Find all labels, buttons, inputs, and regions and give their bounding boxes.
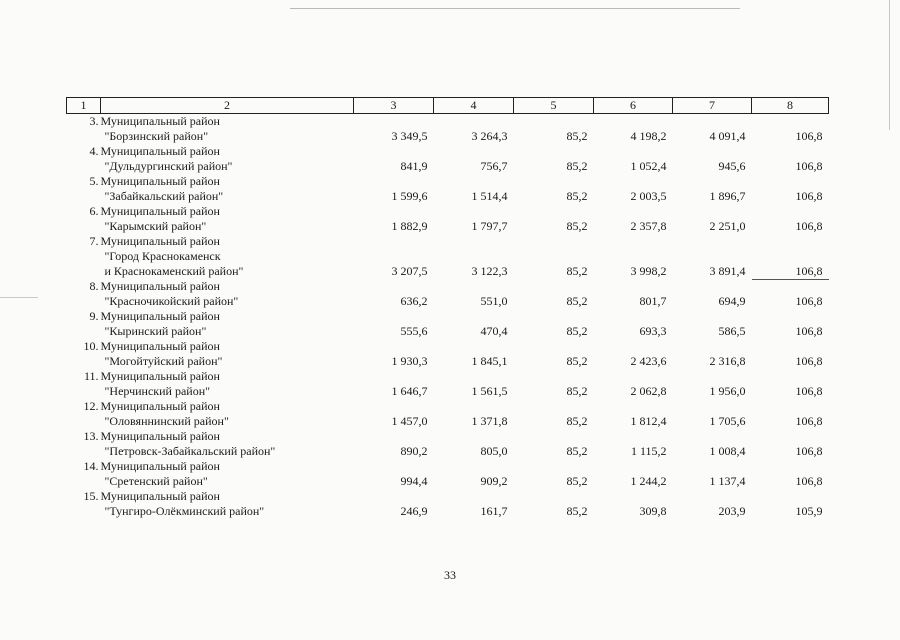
table-row <box>67 114 829 145</box>
value-cell-4: 3 264,3 <box>471 129 508 143</box>
district-name <box>101 234 354 279</box>
value-cell-3: 841,9 <box>400 159 428 173</box>
value-cell-3: 994,4 <box>400 474 428 488</box>
value-cell-6: 1 812,4 <box>630 414 667 428</box>
value-cell-8: 106,8 <box>795 444 823 458</box>
value-cell-8: 105,9 <box>795 504 823 518</box>
value-cell-6: 801,7 <box>639 294 667 308</box>
value-cell-3: 1 882,9 <box>391 219 428 233</box>
header-cell-3: 3 <box>354 98 434 114</box>
value-cell-6: 2 423,6 <box>630 354 667 368</box>
row-number: 3. <box>89 114 99 128</box>
value-cell-8: 106,8 <box>795 129 823 143</box>
district-name-line: Муниципальный район <box>100 339 220 353</box>
header-cell-1: 1 <box>67 98 101 114</box>
row-number: 14. <box>83 459 99 473</box>
value-cell-5: 85,2 <box>566 384 588 398</box>
value-cell-5: 85,2 <box>566 414 588 428</box>
value-cell-8: 106,8 <box>795 263 823 278</box>
row-number: 13. <box>83 429 99 443</box>
value-cell-6: 2 062,8 <box>630 384 667 398</box>
row-number: 10. <box>83 339 99 353</box>
district-name-line: "Город Краснокаменск <box>104 249 221 263</box>
scan-artifact-edge <box>889 0 890 130</box>
district-name-line: "Тунгиро-Олёкминский район" <box>104 504 265 518</box>
value-cell-4: 909,2 <box>480 474 508 488</box>
value-cell-6: 1 052,4 <box>630 159 667 173</box>
value-cell-8: 106,8 <box>795 384 823 398</box>
budget-table <box>66 97 829 519</box>
district-name <box>101 429 354 459</box>
value-cell-6: 2 357,8 <box>630 219 667 233</box>
district-name <box>101 279 354 309</box>
district-name <box>101 489 354 519</box>
district-name-line: Муниципальный район <box>100 204 220 218</box>
row-number: 7. <box>89 234 99 248</box>
value-cell-6: 2 003,5 <box>630 189 667 203</box>
value-cell-7: 1 896,7 <box>709 189 746 203</box>
district-name-line: Муниципальный район <box>100 489 220 503</box>
table-row <box>67 459 829 489</box>
district-name <box>101 174 354 204</box>
value-cell-3: 1 457,0 <box>391 414 428 428</box>
value-cell-7: 4 091,4 <box>709 129 746 143</box>
district-name <box>101 204 354 234</box>
scan-artifact-line <box>290 8 740 9</box>
row-number: 11. <box>83 369 99 383</box>
district-name-line: "Сретенский район" <box>104 474 208 488</box>
row-number: 5. <box>89 174 99 188</box>
district-name-line: Муниципальный район <box>100 234 220 248</box>
value-cell-7: 2 316,8 <box>709 354 746 368</box>
table-row <box>67 429 829 459</box>
header-cell-8: 8 <box>752 98 829 114</box>
district-name-line: Муниципальный район <box>100 279 220 293</box>
value-cell-5: 85,2 <box>566 159 588 173</box>
district-name <box>101 459 354 489</box>
district-name <box>101 114 354 145</box>
district-name-line: "Дульдургинский район" <box>104 159 233 173</box>
value-cell-6: 1 244,2 <box>630 474 667 488</box>
district-name <box>101 339 354 369</box>
row-number: 8. <box>89 279 99 293</box>
district-name-line: "Красночикойский район" <box>104 294 239 308</box>
value-cell-5: 85,2 <box>566 219 588 233</box>
value-cell-4: 3 122,3 <box>471 264 508 278</box>
value-cell-7: 1 956,0 <box>709 384 746 398</box>
value-cell-6: 309,8 <box>639 504 667 518</box>
value-cell-8: 106,8 <box>795 414 823 428</box>
value-cell-7: 1 705,6 <box>709 414 746 428</box>
value-cell-4: 1 371,8 <box>471 414 508 428</box>
district-name-line: Муниципальный район <box>100 429 220 443</box>
value-cell-6: 3 998,2 <box>630 264 667 278</box>
table-row <box>67 339 829 369</box>
value-cell-4: 1 561,5 <box>471 384 508 398</box>
value-cell-6: 693,3 <box>639 324 667 338</box>
row-number: 4. <box>89 144 99 158</box>
value-cell-3: 3 207,5 <box>391 264 428 278</box>
header-cell-5: 5 <box>514 98 594 114</box>
value-cell-6: 1 115,2 <box>630 444 667 458</box>
header-cell-6: 6 <box>594 98 673 114</box>
value-cell-7: 694,9 <box>718 294 746 308</box>
value-cell-4: 756,7 <box>480 159 508 173</box>
value-cell-5: 85,2 <box>566 354 588 368</box>
value-cell-7: 586,5 <box>718 324 746 338</box>
district-name <box>101 144 354 174</box>
value-cell-4: 1 514,4 <box>471 189 508 203</box>
value-cell-7: 945,6 <box>718 159 746 173</box>
value-cell-5: 85,2 <box>566 444 588 458</box>
value-cell-7: 1 137,4 <box>709 474 746 488</box>
value-cell-8: 106,8 <box>795 219 823 233</box>
row-number: 6. <box>89 204 99 218</box>
value-cell-3: 3 349,5 <box>391 129 428 143</box>
value-cell-4: 551,0 <box>480 294 508 308</box>
value-cell-5: 85,2 <box>566 294 588 308</box>
value-cell-8: 106,8 <box>795 474 823 488</box>
value-cell-4: 1 797,7 <box>471 219 508 233</box>
table-header <box>67 98 829 114</box>
table-row <box>67 204 829 234</box>
district-name-line: "Кыринский район" <box>104 324 207 338</box>
header-cell-2: 2 <box>101 98 354 114</box>
value-cell-4: 470,4 <box>480 324 508 338</box>
district-name-line: Муниципальный район <box>100 399 220 413</box>
value-cell-8: 106,8 <box>795 354 823 368</box>
district-name-line: "Борзинский район" <box>104 129 209 143</box>
district-name-line: "Оловяннинский район" <box>104 414 229 428</box>
value-cell-7: 1 008,4 <box>709 444 746 458</box>
value-cell-5: 85,2 <box>566 189 588 203</box>
table-row <box>67 279 829 309</box>
value-cell-4: 1 845,1 <box>471 354 508 368</box>
value-cell-3: 246,9 <box>400 504 428 518</box>
district-name <box>101 369 354 399</box>
table-row <box>67 234 829 279</box>
district-name <box>101 399 354 429</box>
district-name-line: Муниципальный район <box>100 174 220 188</box>
table-row <box>67 489 829 519</box>
table-row <box>67 399 829 429</box>
district-name-line: Муниципальный район <box>100 114 220 128</box>
district-name-line: "Петровск-Забайкальский район" <box>104 444 276 458</box>
district-name-line: Муниципальный район <box>100 309 220 323</box>
value-cell-3: 890,2 <box>400 444 428 458</box>
district-name-line: "Нерчинский район" <box>104 384 211 398</box>
value-cell-7: 2 251,0 <box>709 219 746 233</box>
value-cell-3: 636,2 <box>400 294 428 308</box>
value-cell-6: 4 198,2 <box>630 129 667 143</box>
row-number: 9. <box>89 309 99 323</box>
table-row <box>67 174 829 204</box>
table-body <box>67 114 829 520</box>
table-row <box>67 144 829 174</box>
value-cell-3: 1 646,7 <box>391 384 428 398</box>
value-cell-5: 85,2 <box>566 129 588 143</box>
district-name-line: и Краснокаменский район" <box>104 264 244 278</box>
district-name-line: Муниципальный район <box>100 459 220 473</box>
table-row <box>67 309 829 339</box>
page-number: 33 <box>444 568 456 582</box>
header-cell-4: 4 <box>434 98 514 114</box>
district-name-line: Муниципальный район <box>100 144 220 158</box>
value-cell-4: 805,0 <box>480 444 508 458</box>
value-cell-5: 85,2 <box>566 264 588 278</box>
district-name-line: "Карымский район" <box>104 219 207 233</box>
value-cell-8: 106,8 <box>795 189 823 203</box>
value-cell-3: 1 599,6 <box>391 189 428 203</box>
value-cell-7: 3 891,4 <box>709 264 746 278</box>
district-name-line: Муниципальный район <box>100 369 220 383</box>
district-name-line: "Забайкальский район" <box>104 189 224 203</box>
value-cell-5: 85,2 <box>566 324 588 338</box>
value-cell-8: 106,8 <box>752 279 829 309</box>
header-row <box>67 98 829 114</box>
district-name-line: "Могойтуйский район" <box>104 354 223 368</box>
value-cell-5: 85,2 <box>566 474 588 488</box>
value-cell-8: 106,8 <box>795 159 823 173</box>
value-cell-7: 203,9 <box>718 504 746 518</box>
table-row <box>67 369 829 399</box>
header-cell-7: 7 <box>673 98 752 114</box>
value-cell-8: 106,8 <box>795 324 823 338</box>
value-cell-3: 555,6 <box>400 324 428 338</box>
row-number: 15. <box>83 489 99 503</box>
scan-artifact-dash <box>0 297 38 298</box>
value-cell-5: 85,2 <box>566 504 588 518</box>
value-cell-4: 161,7 <box>480 504 508 518</box>
district-name <box>101 309 354 339</box>
value-cell-3: 1 930,3 <box>391 354 428 368</box>
row-number: 12. <box>83 399 99 413</box>
